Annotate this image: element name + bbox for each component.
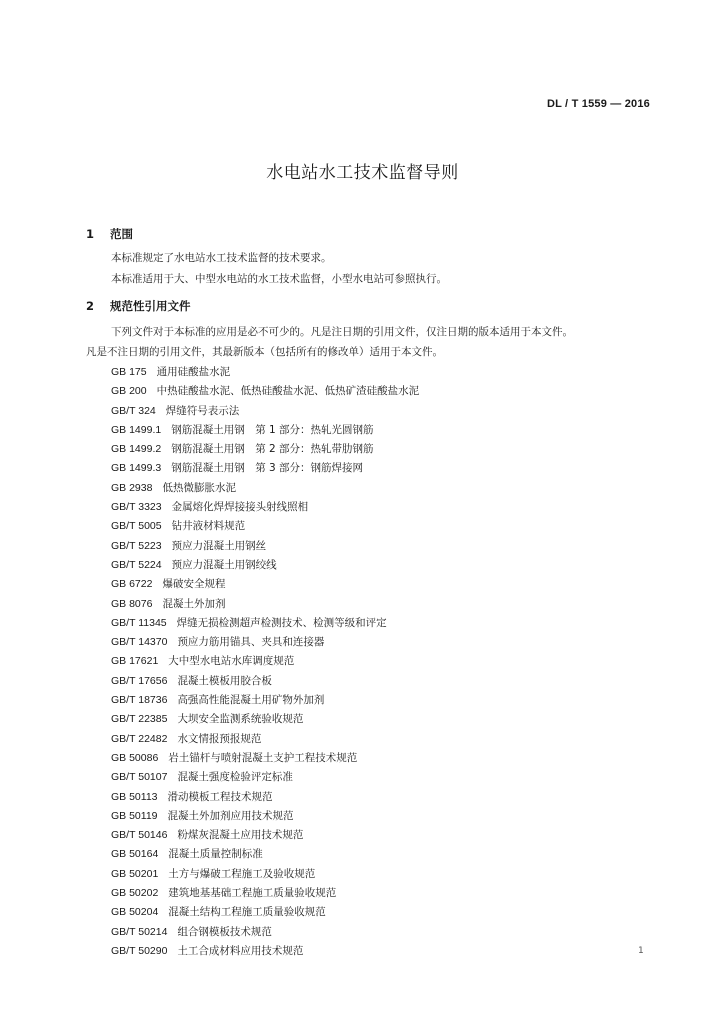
section-title: 规范性引用文件 <box>110 299 191 313</box>
paragraph: 本标准规定了水电站水工技术监督的技术要求。 <box>111 252 332 264</box>
reference-item <box>111 749 419 768</box>
reference-code: GB 175 <box>111 366 147 378</box>
reference-item <box>111 402 419 421</box>
reference-code: GB 50164 <box>111 848 159 861</box>
reference-code: GB 17621 <box>111 655 159 668</box>
reference-title: 土方与爆破工程施工及验收规范 <box>168 867 316 880</box>
reference-title: 大坝安全监测系统验收规范 <box>177 713 304 726</box>
reference-title: 钻井液材料规范 <box>171 520 246 533</box>
reference-item <box>111 923 419 942</box>
reference-title: 组合钢模板技术规范 <box>177 925 272 938</box>
reference-code: GB 8076 <box>111 597 153 610</box>
reference-title: 混凝土模板用胶合板 <box>177 674 272 687</box>
reference-item <box>111 826 419 845</box>
paragraph: 凡是不注日期的引用文件，其最新版本（包括所有的修改单）适用于本文件。 <box>86 346 443 358</box>
reference-item <box>111 614 419 633</box>
section-title: 范围 <box>110 227 134 241</box>
reference-code: GB/T 3323 <box>111 501 162 514</box>
reference-code: GB 1499.3 <box>111 462 162 475</box>
reference-title: 钢筋混凝土用钢 第 3 部分：钢筋焊接网 <box>171 462 364 475</box>
reference-code: GB/T 50146 <box>111 829 168 842</box>
reference-title: 建筑地基基础工程施工质量验收规范 <box>168 887 337 900</box>
reference-code: GB/T 50214 <box>111 925 168 938</box>
reference-title: 爆破安全规程 <box>162 578 226 591</box>
reference-code: GB/T 5005 <box>111 520 162 533</box>
reference-code: GB 50119 <box>111 809 158 822</box>
reference-title: 高强高性能混凝土用矿物外加剂 <box>177 694 325 707</box>
reference-code: GB 50202 <box>111 887 159 900</box>
reference-code: GB/T 18736 <box>111 694 168 707</box>
reference-title: 钢筋混凝土用钢 第 2 部分：热轧带肋钢筋 <box>171 443 374 456</box>
document-title: 水电站水工技术监督导则 <box>266 163 459 183</box>
reference-item <box>111 807 419 826</box>
reference-title: 混凝土质量控制标准 <box>168 848 263 861</box>
reference-title: 粉煤灰混凝土应用技术规范 <box>177 829 304 842</box>
reference-item <box>111 942 419 961</box>
reference-item <box>111 768 419 787</box>
reference-item <box>111 363 419 382</box>
reference-item <box>111 517 419 536</box>
reference-item <box>111 730 419 749</box>
section-number: 1 <box>86 227 95 241</box>
reference-code: GB/T 5224 <box>111 558 162 571</box>
reference-item <box>111 691 419 710</box>
reference-code: GB 50086 <box>111 751 159 764</box>
reference-item <box>111 440 419 459</box>
reference-item <box>111 498 419 517</box>
reference-code: GB 50113 <box>111 790 158 803</box>
reference-item <box>111 459 419 478</box>
reference-code: GB/T 17656 <box>111 674 168 687</box>
reference-code: GB/T 324 <box>111 404 156 417</box>
reference-title: 混凝土结构工程施工质量验收规范 <box>168 906 326 919</box>
reference-title: 混凝土外加剂应用技术规范 <box>167 809 294 822</box>
reference-code: GB 200 <box>111 385 147 398</box>
reference-item <box>111 382 419 401</box>
reference-item <box>111 595 419 614</box>
reference-title: 混凝土外加剂 <box>162 597 226 610</box>
reference-item <box>111 672 419 691</box>
reference-title: 焊缝符号表示法 <box>165 404 240 417</box>
reference-title: 低热微膨胀水泥 <box>162 481 236 494</box>
reference-code: GB/T 50107 <box>111 771 168 784</box>
reference-title: 焊缝无损检测超声检测技术、检测等级和评定 <box>176 616 387 629</box>
section-heading-scope <box>86 226 133 242</box>
reference-code: GB/T 14370 <box>111 636 168 649</box>
reference-code: GB/T 5223 <box>111 539 162 552</box>
reference-title: 土工合成材料应用技术规范 <box>177 944 304 957</box>
reference-item <box>111 479 419 498</box>
reference-item <box>111 710 419 729</box>
reference-item <box>111 845 419 864</box>
reference-item <box>111 884 419 903</box>
reference-item <box>111 633 419 652</box>
reference-code: GB 1499.2 <box>111 443 162 456</box>
section-heading-references <box>86 298 191 314</box>
reference-title: 混凝土强度检验评定标准 <box>177 771 293 784</box>
reference-item <box>111 788 419 807</box>
reference-title: 通用硅酸盐水泥 <box>156 366 231 378</box>
reference-item <box>111 575 419 594</box>
reference-code: GB 2938 <box>111 481 153 494</box>
reference-item <box>111 903 419 922</box>
reference-code: GB 50204 <box>111 906 159 919</box>
page-mark: 1 <box>638 946 644 956</box>
reference-title: 预应力混凝土用钢绞线 <box>171 558 277 571</box>
reference-title: 金属熔化焊焊接接头射线照相 <box>171 501 309 514</box>
reference-title: 水文情报预报规范 <box>177 732 262 745</box>
paragraph: 本标准适用于大、中型水电站的水工技术监督，小型水电站可参照执行。 <box>111 273 447 285</box>
reference-item <box>111 652 419 671</box>
paragraph: 下列文件对于本标准的应用是必不可少的。凡是注日期的引用文件，仅注日期的版本适用于本文件。 <box>111 326 573 338</box>
standard-code: DL / T 1559 — 2016 <box>546 98 650 110</box>
reference-title: 预应力混凝土用钢丝 <box>171 539 267 552</box>
reference-item <box>111 421 419 440</box>
reference-item <box>111 556 419 575</box>
reference-title: 中热硅酸盐水泥、低热硅酸盐水泥、低热矿渣硅酸盐水泥 <box>156 385 420 398</box>
reference-code: GB 6722 <box>111 578 153 591</box>
section-number: 2 <box>86 299 95 313</box>
reference-item <box>111 537 419 556</box>
reference-list <box>111 363 419 961</box>
reference-title: 滑动模板工程技术规范 <box>167 790 273 803</box>
reference-title: 钢筋混凝土用钢 第 1 部分：热轧光圆钢筋 <box>171 423 374 436</box>
reference-title: 大中型水电站水库调度规范 <box>168 655 295 668</box>
reference-title: 岩土锚杆与喷射混凝土支护工程技术规范 <box>168 751 358 764</box>
reference-item <box>111 865 419 884</box>
reference-code: GB 1499.1 <box>111 423 162 436</box>
reference-code: GB 50201 <box>111 867 159 880</box>
reference-code: GB/T 11345 <box>111 616 167 629</box>
reference-code: GB/T 50290 <box>111 944 168 957</box>
reference-code: GB/T 22482 <box>111 732 168 745</box>
reference-code: GB/T 22385 <box>111 713 168 726</box>
reference-title: 预应力筋用锚具、夹具和连接器 <box>177 636 325 649</box>
